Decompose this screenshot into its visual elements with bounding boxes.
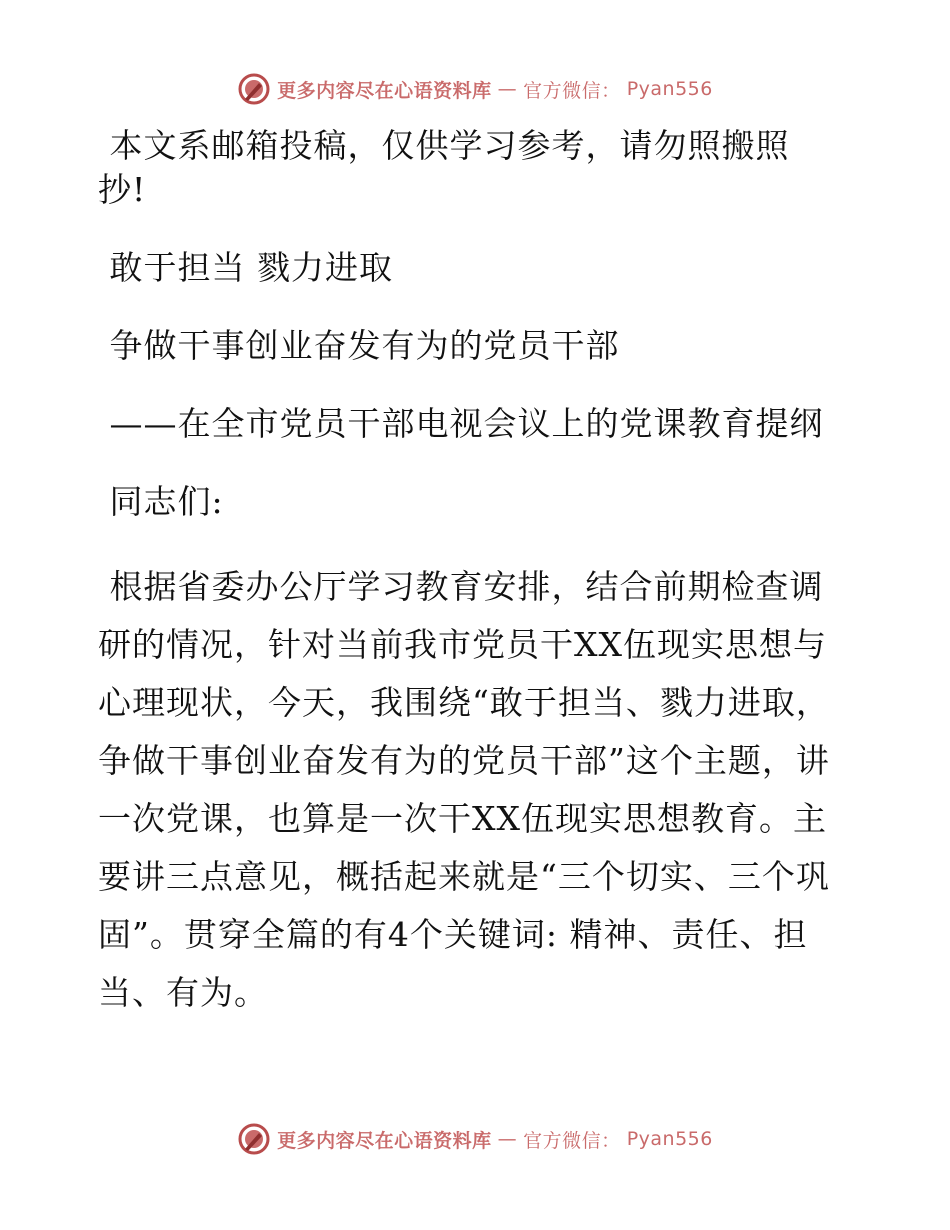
body-line: 研的情况，针对当前我市党员干XX伍现实思想与 (98, 625, 827, 664)
watermark-slogan: 更多内容尽在心语资料库 (277, 79, 492, 102)
watermark-wechat-id: Pyan556 (626, 1128, 713, 1150)
body-line: 根据省委办公厅学习教育安排，结合前期检查调 (98, 567, 824, 606)
footer-watermark (0, 1122, 950, 1156)
watermark-separator: — (497, 78, 518, 100)
pen-logo-icon (237, 1122, 271, 1156)
document-title: 敢于担当 戮力进取 (98, 248, 393, 287)
watermark-separator: — (497, 1128, 518, 1150)
body-line: 心理现状，今天，我围绕“敢于担当、戮力进取， (98, 683, 830, 722)
watermark-slogan: 更多内容尽在心语资料库 (277, 1129, 492, 1152)
body-line: 一次党课，也算是一次干XX伍现实思想教育。主 (98, 799, 827, 838)
pen-logo-icon (237, 72, 271, 106)
body-paragraph (98, 558, 850, 1022)
document-body (98, 124, 850, 1022)
body-line: 固”。贯穿全篇的有4个关键词: 精神、责任、担 (98, 915, 808, 954)
body-line: 争做干事创业奋发有为的党员干部”这个主题，讲 (98, 741, 830, 780)
watermark-official-label: 官方微信： (523, 79, 621, 102)
notice-line: 本文系邮箱投稿，仅供学习参考，请勿照搬照 (98, 126, 790, 165)
notice-paragraph (98, 124, 850, 212)
body-line: 当、有为。 (98, 973, 268, 1012)
header-watermark (0, 72, 950, 106)
watermark-official-label: 官方微信： (523, 1129, 621, 1152)
document-title-secondary: 争做干事创业奋发有为的党员干部 (98, 326, 620, 365)
body-line: 要讲三点意见，概括起来就是“三个切实、三个巩 (98, 857, 830, 896)
greeting: 同志们: (98, 482, 224, 521)
document-subtitle: ——在全市党员干部电视会议上的党课教育提纲 (98, 404, 824, 443)
watermark-wechat-id: Pyan556 (626, 78, 713, 100)
notice-line: 抄! (98, 170, 147, 209)
